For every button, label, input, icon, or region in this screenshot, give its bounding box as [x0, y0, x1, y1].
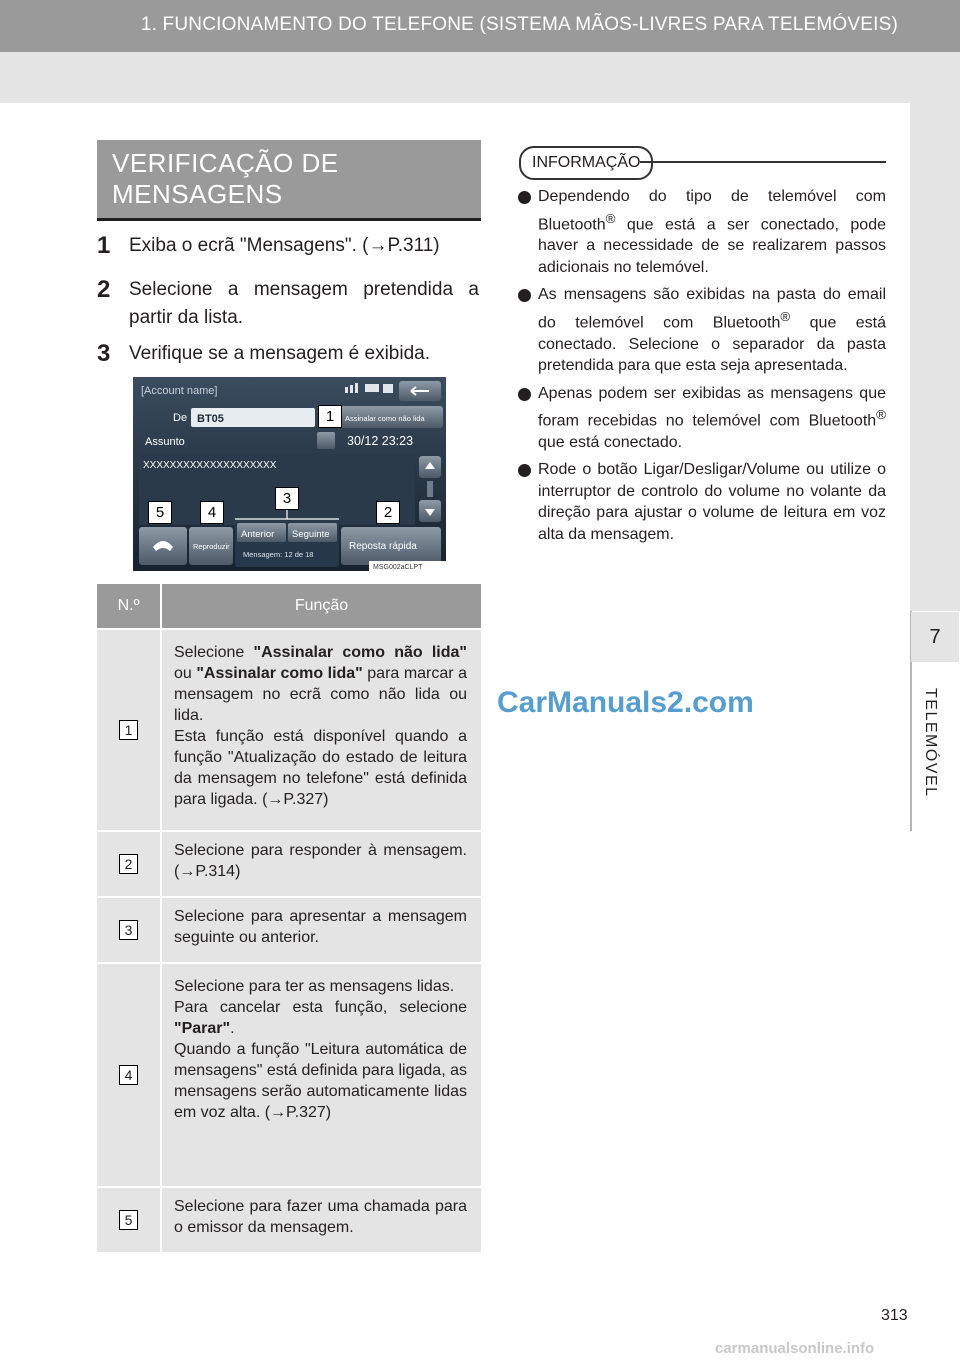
list-item: Apenas podem ser exibidas as mensagens que foram recebidas no telemóvel com Bluetooth® que está conectado. [518, 383, 886, 454]
list-item: Dependendo do tipo de telemóvel com Bluetooth® que está a ser conectado, pode haver a necessidade de se realizarem passos adicionais no telemóvel. [518, 186, 886, 278]
play-label: Reproduzir [193, 542, 230, 551]
callout-2: 2 [376, 501, 400, 524]
step-3 [97, 340, 479, 370]
step-2 [97, 276, 479, 332]
from-value: BT05 [197, 413, 224, 425]
header-bar [0, 0, 960, 52]
callout-1: 1 [318, 405, 342, 428]
mark-unread-label: Assinalar como não lida [345, 414, 425, 423]
watermark: CarManuals2.com [497, 686, 754, 719]
section-heading [97, 140, 481, 221]
step-number: 1 [97, 232, 111, 259]
table-header [97, 584, 481, 628]
row-number-badge: 4 [119, 1065, 138, 1085]
page-header [0, 0, 960, 103]
next-label: Seguinte [292, 529, 330, 540]
previous-label: Anterior [241, 529, 275, 540]
row-description: Selecione "Assinalar como não lida" ou "Assinalar como lida" para marcar a mensagem no ecrã como não lida ou lida. Esta função está disponível quando a função "Atualização do estado de leitura da mensagem no telefone" está definida para ligada. (→P.327) [174, 644, 468, 808]
from-label: De [173, 412, 188, 424]
information-list [518, 186, 886, 551]
information-rule [640, 161, 886, 163]
column-header-function: Função [294, 597, 349, 614]
message-counter: Mensagem: 12 de 18 [243, 550, 314, 559]
step-1 [97, 232, 479, 262]
step-text: Selecione a mensagem pretendida a partir da lista. [129, 279, 479, 328]
subject-label: Assunto [145, 436, 185, 448]
row-description: Selecione para responder à mensagem. (→P.314) [174, 842, 467, 880]
chapter-title: 1. FUNCIONAMENTO DO TELEFONE (SISTEMA MÃOS-LIVRES PARA TELEMÓVEIS) [140, 14, 898, 35]
table-row [97, 1186, 481, 1252]
scrollbar[interactable] [427, 481, 433, 497]
row-description: Selecione para fazer uma chamada para o emissor da mensagem. [174, 1198, 467, 1236]
bullet-icon [518, 464, 531, 477]
message-body: XXXXXXXXXXXXXXXXXXXX [143, 460, 277, 471]
quick-reply-label: Reposta rápida [349, 541, 417, 552]
row-number-badge: 1 [119, 720, 138, 740]
step-text: Exiba o ecrã "Mensagens". (→P.311) [129, 235, 440, 256]
step-number: 2 [97, 276, 111, 303]
callout-3: 3 [275, 487, 299, 510]
row-description: Selecione para ter as mensagens lidas. Para cancelar esta função, selecione "Parar". Quando a função "Leitura automática de mensagens" está definida para ligada, as mensagens serão automaticamente lidas em voz alta. (→P.327) [174, 978, 467, 1121]
row-number-badge: 3 [119, 920, 138, 940]
row-description: Selecione para apresentar a mensagem seguinte ou anterior. [174, 908, 467, 946]
page-number: 313 [881, 1307, 908, 1324]
column-header-number: N.º [97, 584, 162, 628]
step-number: 3 [97, 340, 111, 367]
list-item: As mensagens são exibidas na pasta do email do telemóvel com Bluetooth® que está conectado. Selecione o separador da pasta pretendida para que esta seja apresentada. [518, 284, 886, 376]
list-item: Rode o botão Ligar/Desligar/Volume ou utilize o interruptor de controlo do volume no volante da direção para ajustar o volume de leitura em voz alta da mensagem. [518, 459, 886, 545]
image-code: MSG002aCLPT [373, 564, 423, 571]
function-table [97, 584, 481, 1252]
attachment-button[interactable] [317, 432, 335, 449]
footer-watermark: carmanualsonline.info [715, 1340, 875, 1357]
side-tab-spacer [910, 103, 960, 611]
section-title: VERIFICAÇÃO DE MENSAGENS [112, 148, 339, 209]
callout-4: 4 [200, 501, 224, 524]
bullet-icon [518, 388, 531, 401]
callout-5: 5 [148, 501, 172, 524]
account-name-label: [Account name] [141, 385, 218, 397]
message-date: 30/12 23:23 [347, 434, 414, 448]
table-row [97, 628, 481, 830]
row-number-badge: 5 [119, 1210, 138, 1230]
table-row [97, 962, 481, 1186]
table-row [97, 830, 481, 896]
bullet-icon [518, 289, 531, 302]
side-tab-label: TELEMÓVEL [922, 688, 939, 798]
bullet-icon [518, 191, 531, 204]
screen-drawing [133, 377, 446, 571]
row-number-badge: 2 [119, 854, 138, 874]
side-tab-number: 7 [911, 612, 959, 662]
table-row [97, 896, 481, 962]
step-text: Verifique se a mensagem é exibida. [129, 343, 431, 364]
message-screen-image [133, 377, 446, 571]
information-label: INFORMAÇÃO [519, 146, 653, 180]
